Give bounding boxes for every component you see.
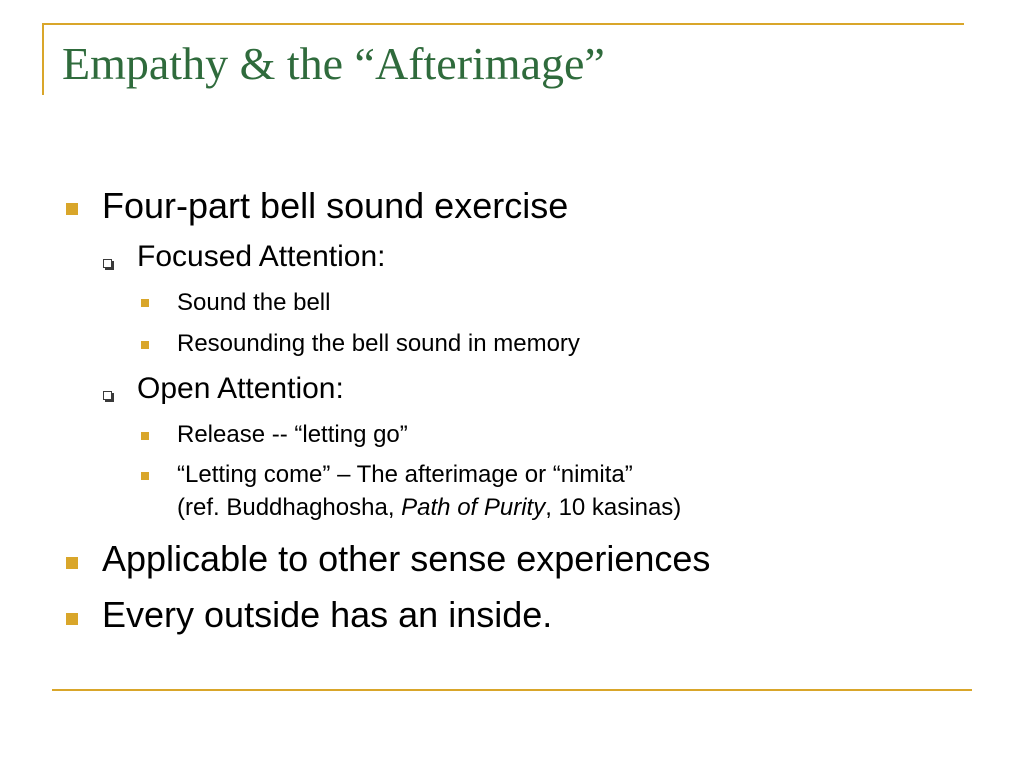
bullet-level2-open-attention: Open Attention: [137, 372, 344, 405]
square-bullet-icon [66, 203, 78, 215]
bullet-level3-resounding: Resounding the bell sound in memory [177, 330, 580, 357]
square-bullet-icon [66, 613, 78, 625]
hollow-square-bullet-icon [103, 391, 112, 400]
bottom-rule [52, 689, 972, 691]
bullet-level3-release: Release -- “letting go” [177, 421, 408, 448]
reference-suffix: , 10 kasinas) [545, 494, 682, 521]
top-rule [42, 23, 964, 25]
square-bullet-icon [141, 299, 149, 307]
bullet-level1-applicable: Applicable to other sense experiences [102, 538, 711, 579]
bullet-level1-every-outside: Every outside has an inside. [102, 594, 553, 635]
slide-title: Empathy & the “Afterimage” [62, 38, 605, 89]
square-bullet-icon [66, 557, 78, 569]
bullet-level3-letting-come: “Letting come” – The afterimage or “nimita” [177, 461, 633, 488]
square-bullet-icon [141, 341, 149, 349]
square-bullet-icon [141, 472, 149, 480]
square-bullet-icon [141, 432, 149, 440]
reference-book-title: Path of Purity [401, 494, 546, 521]
reference-prefix: (ref. Buddhaghosha, [177, 494, 402, 521]
left-rule [42, 23, 44, 95]
hollow-square-bullet-icon [103, 259, 112, 268]
bullet-level2-focused-attention: Focused Attention: [137, 240, 386, 273]
bullet-level3-sound-bell: Sound the bell [177, 289, 331, 316]
bullet-level3-reference [177, 494, 681, 522]
bullet-level1-exercise: Four-part bell sound exercise [102, 185, 569, 226]
